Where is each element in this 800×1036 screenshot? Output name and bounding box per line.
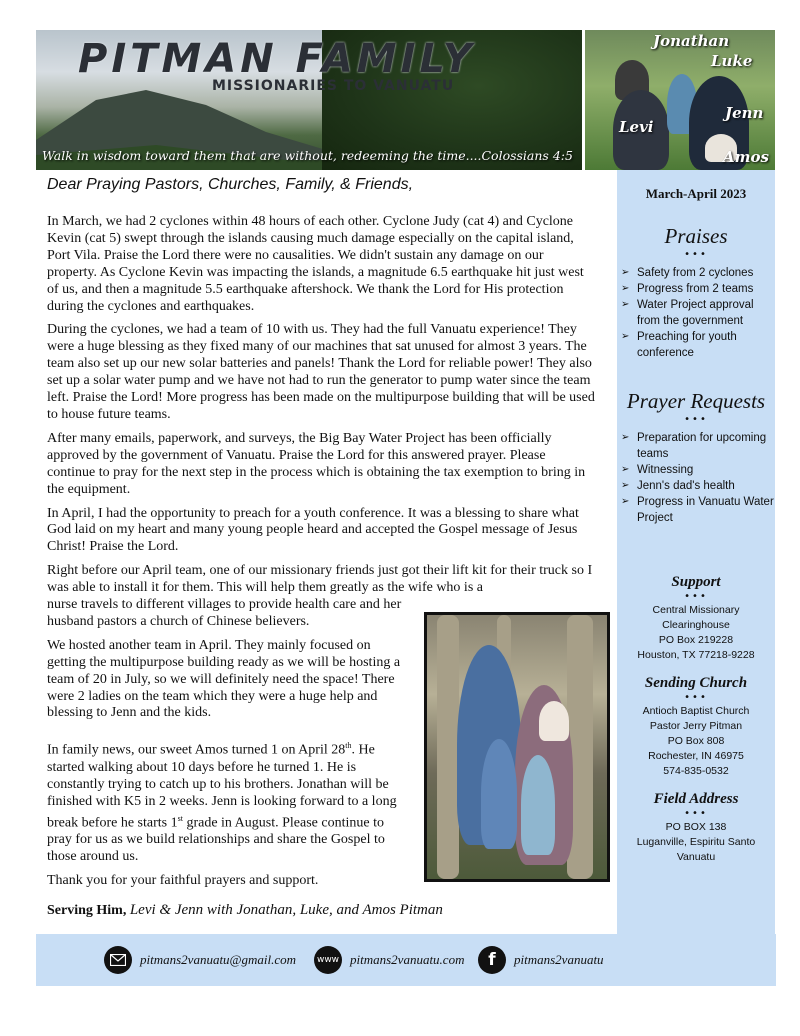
website-link[interactable]: pitmans2vanuatu.com <box>350 952 465 967</box>
name-jonathan: Jonathan <box>653 32 730 50</box>
facebook-contact[interactable] <box>478 946 604 974</box>
newsletter-subtitle: MISSIONARIES TO VANUATU <box>212 78 455 94</box>
paragraph: After many emails, paperwork, and surveys, the Big Bay Water Project has been officially approved by the government of Vanuatu. Praise the Lord for this answered prayer. Please continue to pray for the next step in the process which is obtaining the tax exemption to bring in the equipment. <box>47 430 586 497</box>
paragraph: We hosted another team in April. They mainly focused on getting the multipurpose building ready as we will be hosting a team of 20 in July, so we will definitely need the space! There were 2 ladies on the team which they were a huge help and blessing to Jenn and the kids. <box>47 637 401 721</box>
greeting: Dear Praying Pastors, Churches, Family, & Friends, <box>47 176 414 193</box>
sending-church-address: Antioch Baptist Church Pastor Jerry Pitman PO Box 808 Rochester, IN 46975 574-835-0532 <box>642 705 750 777</box>
list-item: ➢ Progress in Vanuatu Water Project <box>621 494 775 526</box>
list-item: ➢ Safety from 2 cyclones <box>621 265 775 281</box>
divider-dots: ••• <box>684 249 708 260</box>
tree-trunk <box>437 615 459 879</box>
name-levi: Levi <box>619 118 654 136</box>
email-contact[interactable] <box>104 946 296 974</box>
list-item: ➢ Preparation for upcoming teams <box>621 430 775 462</box>
person-jonathan <box>521 755 555 855</box>
name-luke: Luke <box>711 52 753 70</box>
name-amos: Amos <box>723 148 769 166</box>
paragraph: In April, I had the opportunity to preach for a youth conference. It was a blessing to share what God laid on my heart and many young people heard and accepted the Gospel message of Jesus Christ! Praise the Lord. <box>47 505 579 555</box>
newsletter-title: PITMAN FAMILY <box>78 36 476 82</box>
person-luke <box>481 739 517 849</box>
envelope-icon <box>104 946 132 974</box>
praises-list <box>621 265 775 361</box>
banner <box>36 30 582 170</box>
family-portrait-photo <box>424 612 610 882</box>
email-link[interactable]: pitmans2vanuatu@gmail.com <box>140 952 297 967</box>
footer <box>36 934 776 986</box>
www-icon: www <box>314 946 342 974</box>
divider-dots: ••• <box>684 414 708 425</box>
family-news-paragraph: In family news, our sweet Amos turned 1 on April 28th. He started walking about 10 days before he turned 1. He is constantly trying to catch up to his brothers. Jonathan will be finished with K5 in 2 weeks. Jenn is looking forward to a long break before he starts 1st grade in August. Please continue to pray for us as we build relationships and share the Gospel to those around us. <box>47 741 397 865</box>
paragraph: Right before our April team, one of our missionary friends just got their lift kit for their truck so I was able to install it for them. This will help them greatly as the wife who is a <box>47 563 593 596</box>
sending-church-heading: Sending Church <box>644 675 748 691</box>
divider-dots: ••• <box>684 692 708 703</box>
support-heading: Support <box>671 574 721 590</box>
person-amos <box>539 701 569 741</box>
paragraph: During the cyclones, we had a team of 10 with us. They had the full Vanuatu experience! They were a huge blessing as they fixed many of our machines that sat unused for almost 3 years. The team also set up our new solar batteries and panels! Thank the Lord for reliable power! They also set up a solar water pump and we have not had to run the generator to pump water since the team left. Praise the Lord! More progress has been made on the multipurpose building that will be used to house future teams. <box>47 322 595 422</box>
divider-dots: ••• <box>684 591 708 602</box>
sidebar <box>617 170 775 934</box>
name-jenn: Jenn <box>725 104 764 122</box>
praises-heading: Praises <box>664 224 728 248</box>
newsletter-date: March-April 2023 <box>645 186 747 201</box>
field-address-heading: Field Address <box>653 791 739 807</box>
thanks-paragraph: Thank you for your faithful prayers and support. <box>47 873 319 889</box>
facebook-link[interactable]: pitmans2vanuatu <box>514 952 604 967</box>
prayer-list <box>621 430 775 526</box>
divider-dots: ••• <box>684 808 708 819</box>
support-address: Central Missionary Clearinghouse PO Box 219228 Houston, TX 77218-9228 <box>637 604 755 661</box>
list-item: ➢ Water Project approval from the government <box>621 297 775 329</box>
family-photo <box>585 30 775 170</box>
website-contact[interactable] <box>314 946 464 974</box>
signature-lead: Serving Him, <box>47 903 127 918</box>
paragraph: nurse travels to different villages to provide health care and her husband pastors a church of Chinese believers. <box>47 597 402 629</box>
banner-verse: Walk in wisdom toward them that are without, redeeming the time....Colossians 4:5 <box>42 148 573 163</box>
prayer-requests-heading: Prayer Requests <box>626 389 766 413</box>
signature-names: Levi & Jenn with Jonathan, Luke, and Amos Pitman <box>129 902 443 918</box>
field-address: PO BOX 138 Luganville, Espiritu Santo Vanuatu <box>636 821 756 863</box>
paragraph: In March, we had 2 cyclones within 48 hours of each other. Cyclone Judy (cat 4) and Cyclone Kevin (cat 5) swept through the islands causing much damage especially on the capital island, Port Vila. Praise the Lord there were no causalities. We didn't sustain any damage on our property. As Cyclone Kevin was impacting the islands, a magnitude 6.5 earthquake hit just west of us, and then a magnitude 5.5 earthquake aftershock. We thank the Lord for His protection during the cyclones and earthquakes. <box>47 214 584 314</box>
list-item: ➢ Witnessing <box>621 462 775 478</box>
list-item: ➢ Preaching for youth conference <box>621 329 775 361</box>
narrow-column <box>47 597 407 890</box>
facebook-icon: f <box>478 946 506 974</box>
signature <box>47 902 443 919</box>
list-item: ➢ Jenn's dad's health <box>621 478 775 494</box>
list-item: ➢ Progress from 2 teams <box>621 281 775 297</box>
